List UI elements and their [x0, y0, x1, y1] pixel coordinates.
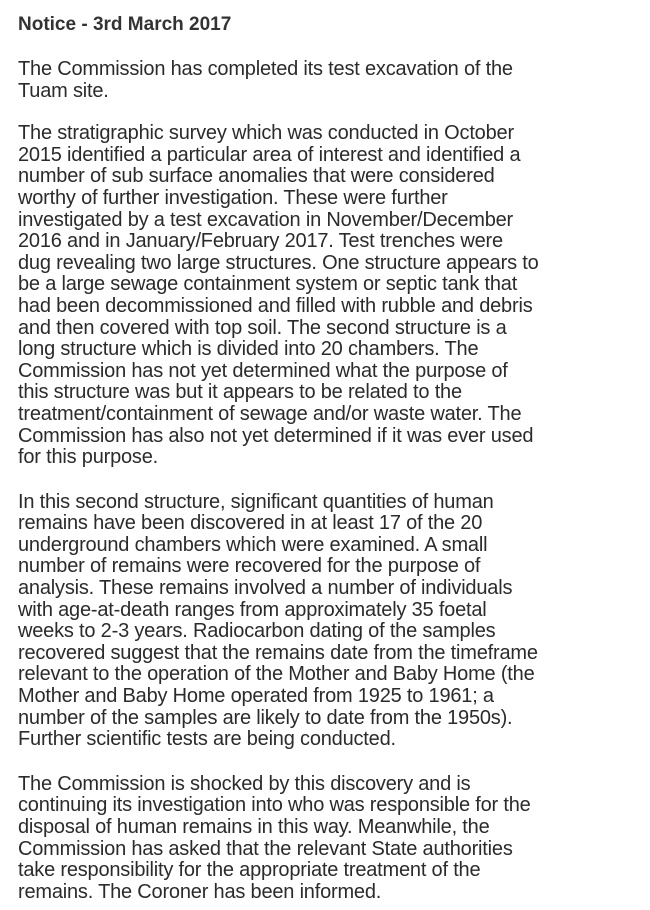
notice-paragraph-remains: In this second structure, significant quantities of human remains have been discovered in at least 17 of the 20 underground chambers which were examined. A small number of remains were recovered for the purpose of analysis. These remains involved a number of individuals with age-at-death ranges from approximately 35 foetal weeks to 2-3 years. Radiocarbon dating of the samples recovered suggest that the remains date from the timeframe relevant to the operation of the Mother and Baby Home (the Mother and Baby Home operated from 1925 to 1961; a number of the samples are likely to date from the 1950s). Further scientific tests are being conducted. [18, 490, 538, 751]
notice-paragraph-completion: The Commission has completed its test excavation of the Tuam site. [18, 58, 513, 102]
notice-paragraph-response: The Commission is shocked by this discovery and is continuing its investigation into who was responsible for the disposal of human remains in this way. Meanwhile, the Commission has asked that the relevant State authorities take responsibility for the appropriate treatment of the remains. The Coroner has been informed. [18, 772, 531, 903]
notice-paragraph-survey: The stratigraphic survey which was conducted in October 2015 identified a particular area of interest and identified a number of sub surface anomalies that were considered worthy of further investigation. These were further investigated by a test excavation in November/December 2016 and in January/February 2017. Test trenches were dug revealing two large structures. One structure appears to be a large sewage containment system or septic tank that had been decommissioned and filled with rubble and debris and then covered with top soil. The second structure is a long structure which is divided into 20 chambers. The Commission has not yet determined what the purpose of this structure was but it appears to be related to the treatment/containment of sewage and/or waste water. The Commission has also not yet determined if it was ever used for this purpose. [18, 122, 539, 469]
notice-title: Notice - 3rd March 2017 [18, 14, 232, 35]
